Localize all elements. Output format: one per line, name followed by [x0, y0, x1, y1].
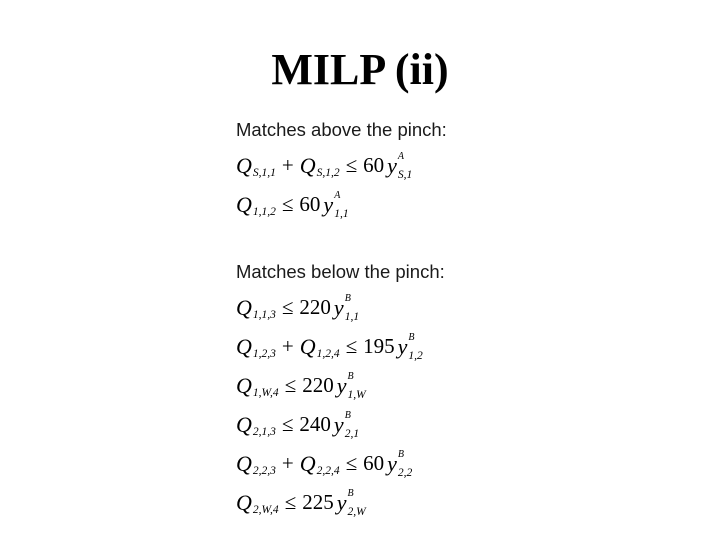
- leq-sign: ≤: [345, 451, 358, 475]
- term-q: Q 1,2,4: [299, 334, 340, 360]
- coefficient: 220: [302, 373, 334, 397]
- term-q: Q 2,1,3: [236, 412, 276, 438]
- coefficient: 240: [299, 412, 331, 436]
- term-y: y B 2,1: [333, 409, 360, 440]
- term-q: Q 1,2,3: [236, 334, 276, 360]
- below-constraint-2: [236, 327, 696, 366]
- term-y: y A 1,1: [323, 189, 349, 220]
- term-q: Q 2,2,3: [236, 451, 276, 477]
- leq-sign: ≤: [284, 373, 297, 397]
- below-constraint-1: [236, 288, 696, 327]
- term-y: y B 2,2: [387, 448, 413, 479]
- coefficient: 60: [363, 153, 385, 177]
- leq-sign: ≤: [281, 412, 294, 436]
- below-constraint-4: [236, 405, 696, 444]
- plus-sign: +: [281, 334, 294, 358]
- term-q: Q 1,1,2: [236, 192, 276, 218]
- leq-sign: ≤: [345, 334, 358, 358]
- term-y: y A S,1: [387, 150, 413, 181]
- term-q: Q S,1,1: [236, 153, 276, 179]
- term-q: Q 2,2,4: [299, 451, 340, 477]
- plus-sign: +: [281, 153, 294, 177]
- plus-sign: +: [281, 451, 294, 475]
- leq-sign: ≤: [284, 490, 297, 514]
- above-pinch-section: [236, 116, 696, 224]
- term-q: Q S,1,2: [299, 153, 340, 179]
- below-pinch-heading: Matches below the pinch:: [236, 261, 445, 282]
- below-constraint-3: [236, 366, 696, 405]
- below-constraint-5: [236, 444, 696, 483]
- coefficient: 195: [363, 334, 395, 358]
- term-q: Q 1,W,4: [236, 373, 279, 399]
- leq-sign: ≤: [281, 192, 294, 216]
- leq-sign: ≤: [281, 295, 294, 319]
- term-y: y B 1,2: [397, 331, 423, 362]
- term-q: Q 2,W,4: [236, 490, 279, 516]
- below-constraint-6: [236, 483, 696, 522]
- coefficient: 225: [302, 490, 334, 514]
- term-q: Q 1,1,3: [236, 295, 276, 321]
- coefficient: 60: [299, 192, 321, 216]
- coefficient: 60: [363, 451, 385, 475]
- above-pinch-heading: Matches above the pinch:: [236, 119, 447, 140]
- term-y: y B 2,W: [336, 487, 366, 518]
- leq-sign: ≤: [345, 153, 358, 177]
- coefficient: 220: [299, 295, 331, 319]
- slide-title: MILP (ii): [271, 45, 449, 94]
- above-constraint-1: [236, 146, 696, 185]
- below-pinch-section: [236, 258, 696, 522]
- term-y: y B 1,1: [333, 292, 360, 323]
- term-y: y B 1,W: [336, 370, 366, 401]
- above-constraint-2: [236, 185, 696, 224]
